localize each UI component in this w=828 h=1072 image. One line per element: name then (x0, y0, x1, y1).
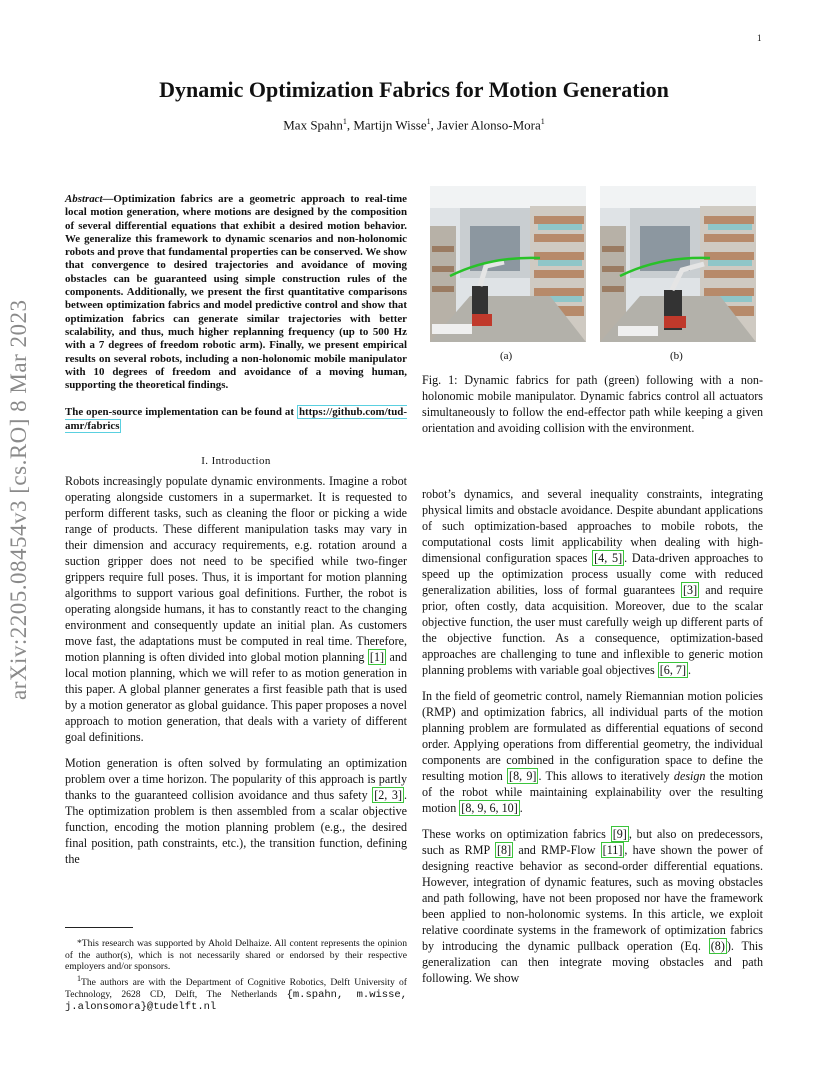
author-name: Martijn Wisse (353, 117, 427, 133)
subfigure-label-b: (b) (670, 350, 683, 362)
left-column (65, 193, 407, 877)
citation-link[interactable]: [2, 3] (374, 788, 402, 803)
figure-caption: Fig. 1: Dynamic fabrics for path (green) following with a non-holonomic mobile manipulator. Dynamic fabrics control all actuators simultaneously to follow the end-effector path while keeping a given orientation and avoiding collision with the environment. (422, 373, 763, 435)
right-paragraph-2 (422, 688, 763, 816)
github-link[interactable]: https://github.com/tud-amr/fabrics (65, 406, 407, 432)
text-run: and RMP-Flow (513, 843, 601, 857)
funding-footnote: *This research was supported by Ahold Delhaize. All content represents the opinion of the author(s), which is not necessarily shared or endorsed by their respective employers and/or sponsors. (65, 938, 407, 973)
page-number: 1 (757, 33, 762, 43)
equation-link[interactable]: (8) (710, 939, 725, 953)
supermarket-robot-photo-b (600, 186, 756, 342)
text-run: Robots increasingly populate dynamic environments. Imagine a robot operating alongside customers in a supermarket. It is requested to perform different tasks, such as cleaning the floor or picking a wide range of products. These different manipulation tasks may vary in their dimension and accuracy requirements, e.g. rotation around a suction gripper does not need to be specified while two-finger grippers require full poses. Thus, it is important for motion planning algorithms to support various goal definitions. Further, the robot is operating alongside humans, it has to constantly react to the changing environment and consequently update an initial plan. As customers move fast, the adaptations must be computed in real time. Therefore, motion planning is often divided into global motion planning (65, 474, 407, 665)
text-run: These works on optimization fabrics (422, 827, 611, 841)
abstract (65, 193, 407, 392)
text-run: . This allows to iteratively (538, 769, 674, 783)
figure-image-a (430, 186, 586, 342)
intro-paragraph-1 (65, 473, 407, 745)
text-run: , have shown the power of designing reactive behavior as second-order differential equations. However, integration of dynamic features, such as moving obstacles and path following, have not been proposed nor have the framework been applied to non-holonomic systems. In this article, we exploit relative coordinate systems in the framework of optimization fabrics by introducing the dynamic pullback operation (Eq. (422, 843, 763, 953)
affiliation-footnote (65, 973, 407, 1014)
footnote-mark: 1 (77, 973, 81, 983)
section-heading: I. Introduction (201, 455, 271, 468)
citation-link[interactable]: [11] (602, 843, 623, 857)
author-emails: {m.spahn, m.wisse, j.alonsomora}@tudelft.nl (65, 988, 408, 1014)
author-name: Max Spahn (283, 117, 343, 133)
code-availability (65, 406, 407, 433)
text-run: . (687, 663, 692, 677)
citation-link[interactable]: [9] (612, 827, 627, 841)
text-run: and require prior, often costly, data acquisition. Moreover, due to the scalar objective function, the user must carefully weigh up different parts of the objective function. As a consequence, optimization-based approaches are challenging to tune and inflexible to generic motion planning problems with variable goal objectives (422, 583, 763, 677)
citation-link[interactable]: [8, 9] (509, 769, 537, 783)
text-run: and local motion planning, which we will refer to as motion generation in this paper. A global planner generates a first feasible path that is used by a motion generator as global guidance. This paper proposes a novel approach to motion generation, that deals with a variety of different goal definitions. (65, 650, 407, 745)
paper-title: Dynamic Optimization Fabrics for Motion Generation (159, 77, 669, 102)
abstract-text: —Optimization fabrics are a geometric approach to real-time local motion generation, where motions are designed by the composition of several differential equations that exhibit a desired motion behavior. We generalize this framework to dynamic scenarios and non-holonomic robots and prove that fundamental properties can be conserved. We show that convergence to desired trajectories and avoidance of moving obstacles can be guaranteed using simple construction rules of the components. Additionally, we present the first quantitative comparisons between optimization fabrics and model predictive control and show that optimization fabrics can generate similar trajectories with better scalability, and thus, much higher replanning frequency (up to 500 Hz with a 7 degrees of freedom robotic arm). Finally, we present empirical results on several robots, including a non-holonomic mobile manipulator with 10 degrees of freedom and avoidance of a moving human, supporting the theoretical findings. (65, 193, 407, 392)
citation-link[interactable]: [3] (683, 583, 698, 597)
intro-paragraph-2 (65, 755, 407, 867)
subfigure-label-a: (a) (500, 350, 513, 362)
arxiv-identifier: arXiv:2205.08454v3 [cs.RO] 8 Mar 2023 (6, 299, 31, 700)
text-run: . The optimization problem is then assembled from a scalar objective function, encoding the motion planning problem (e.g., the desired final position, path constraints, etc.), the transition function, defining the (65, 788, 408, 867)
text-run: , but also on predecessors, such as RMP (422, 827, 763, 857)
figure-image-b (600, 186, 756, 342)
text-run: the motion of the robot while maintaining explainability over the resulting motion (422, 769, 763, 815)
supermarket-robot-photo-a (430, 186, 586, 342)
abstract-label: Abstract (65, 193, 103, 205)
affiliation-mark: 1 (540, 117, 545, 126)
text-run: . (519, 801, 523, 815)
text-run: Motion generation is often solved by formulating an optimization problem over a time horizon. The popularity of this approach is partly thanks to the guaranteed collision avoidance and thus safety (65, 756, 407, 803)
right-paragraph-3 (422, 826, 763, 986)
text-run: In the field of geometric control, namely Riemannian motion policies (RMP) and optimization fabrics, all individual parts of the motion planning problem are formulated as differential equations of second order. Applying operations from differential geometry, the individual components are combined in the configuration space to define the resulting motion (422, 689, 763, 783)
citation-link[interactable]: [1] (369, 650, 385, 665)
affiliation-mark: 1 (342, 117, 347, 126)
citation-link[interactable]: [8, 9, 6, 10] (461, 801, 518, 815)
author-list: Max Spahn$^1$, Martijn Wisse$^1$, Javier Alonso-Mora$^1$ (283, 117, 545, 133)
footnotes (65, 938, 407, 1014)
right-body-text (422, 486, 763, 996)
right-paragraph-1 (422, 486, 763, 678)
citation-link[interactable]: [8] (497, 843, 512, 857)
citation-link[interactable]: [6, 7] (659, 663, 686, 677)
text-run: . Data-driven approaches to speed up the optimization process usually come with reduced generalization abilities, loss of formal guarantees (422, 551, 763, 597)
footnote-rule (65, 927, 133, 928)
code-note-text: The open-source implementation can be found at (65, 406, 297, 419)
affiliation-mark: 1 (426, 117, 431, 126)
affiliation-text: The authors are with the Department of Cognitive Robotics, Delft University of Technology, 2628 CD, Delft, The Netherlands (65, 976, 407, 1000)
emphasis: design (673, 769, 706, 783)
text-run: robot’s dynamics, and several inequality constraints, integrating physical limits and obstacle avoidance. Despite abundant applications of such optimization-based approaches to mobile robots, the computational costs limit applicability when dealing with high-dimensional configuration spaces (422, 487, 763, 565)
citation-link[interactable]: [4, 5] (594, 551, 623, 565)
text-run: ). This generalization can then integrate moving obstacles and path following. We show (422, 939, 764, 985)
author-name: Javier Alonso-Mora (437, 117, 541, 133)
